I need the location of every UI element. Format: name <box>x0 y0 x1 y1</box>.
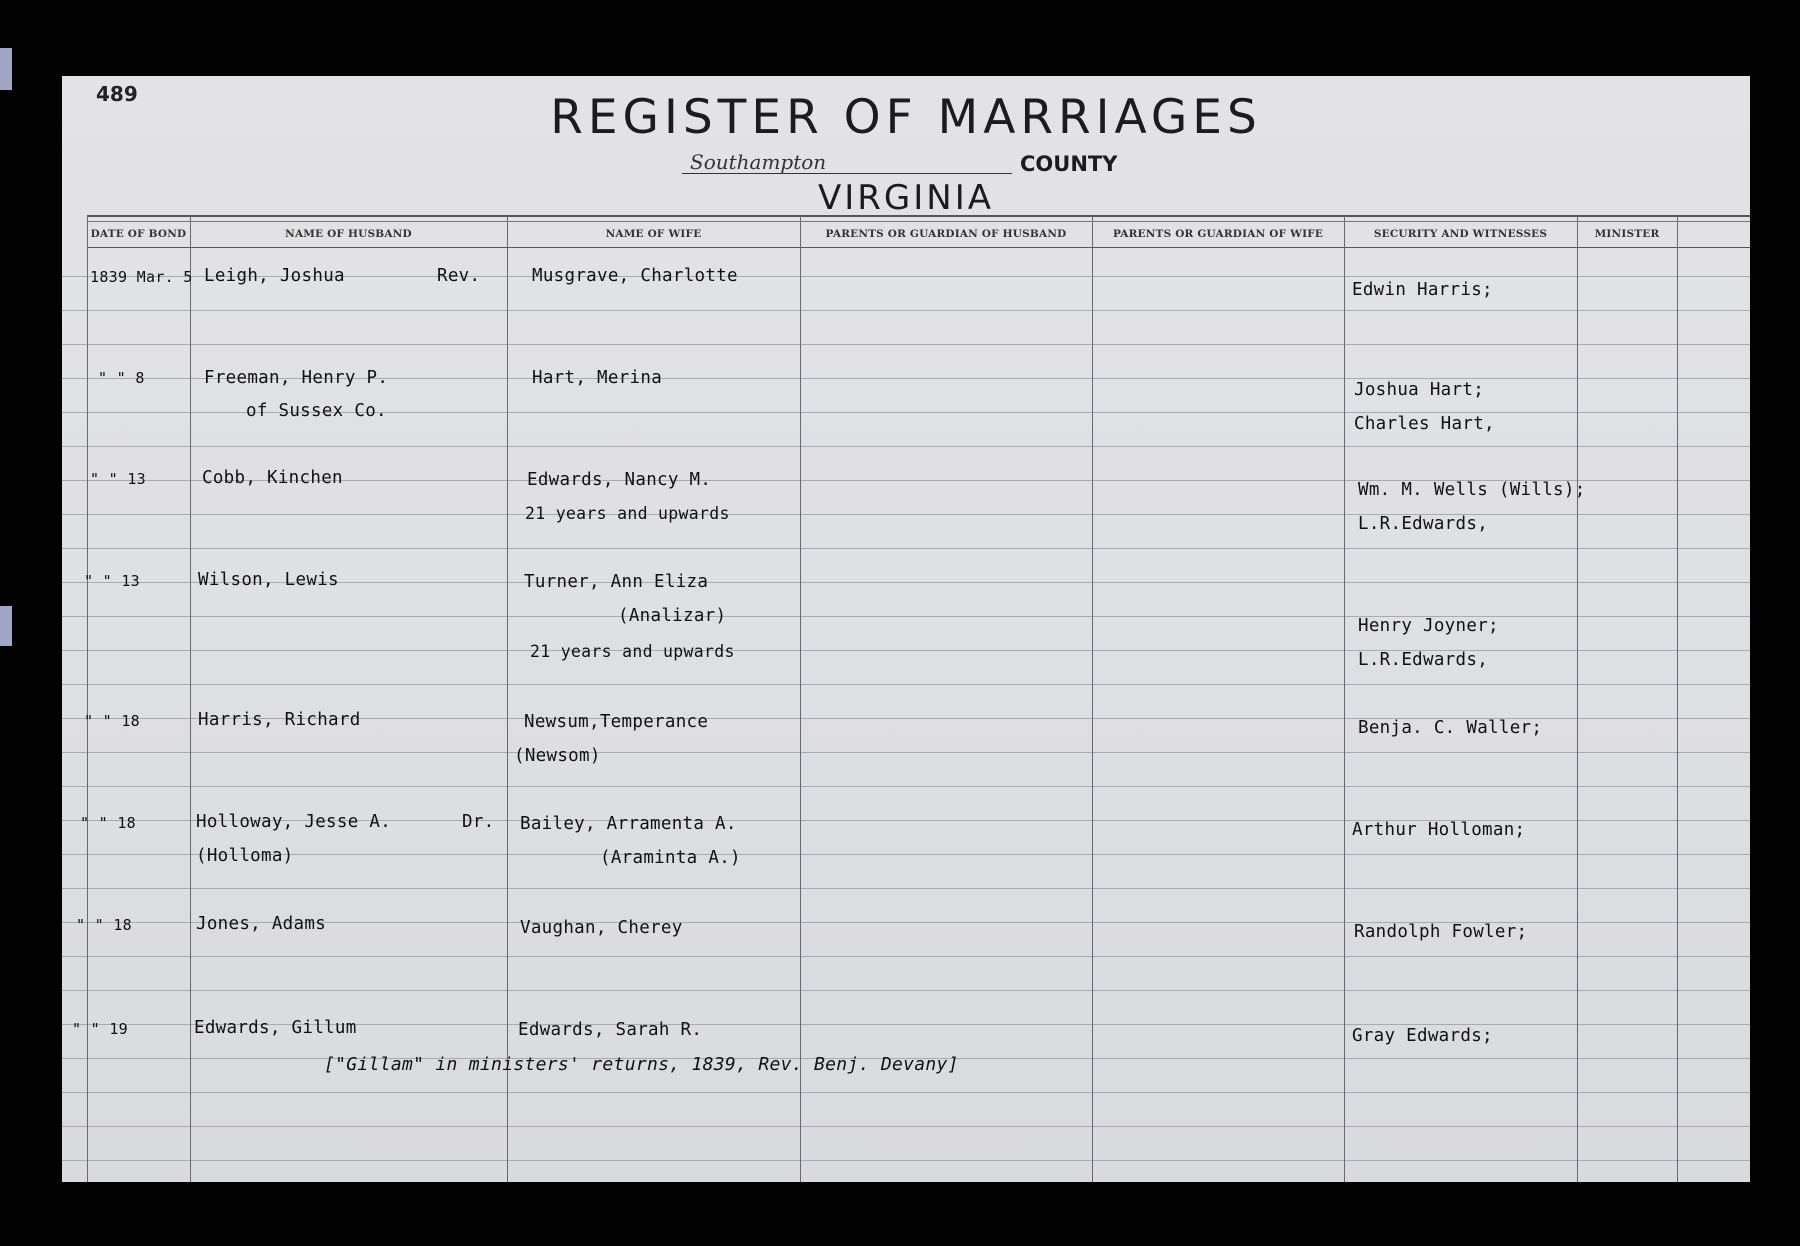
col-header-parents-husband: PARENTS OR GUARDIAN OF HUSBAND <box>825 228 1067 240</box>
entry-husband: Wilson, Lewis <box>198 570 339 590</box>
column-divider <box>1577 216 1578 1182</box>
footnote: ["Gillam" in ministers' returns, 1839, Rev. Benj. Devany] <box>324 1054 959 1075</box>
entry-husband: Edwards, Gillum <box>194 1018 357 1038</box>
column-divider <box>507 216 508 1182</box>
entry-security: Joshua Hart; <box>1354 380 1485 400</box>
column-divider <box>1344 216 1345 1182</box>
column-divider <box>1677 216 1678 1182</box>
entry-security: Gray Edwards; <box>1352 1026 1493 1046</box>
entry-wife: Hart, Merina <box>532 368 663 388</box>
entry-husband-alias: (Holloma) <box>196 846 294 866</box>
column-divider <box>190 216 191 1182</box>
entry-security: Benja. C. Waller; <box>1358 718 1543 738</box>
entry-wife-alias: (Analizar) <box>618 606 727 626</box>
ruled-line <box>62 752 1750 753</box>
header-rule-bottom <box>87 247 1750 248</box>
entry-security: Wm. M. Wells (Wills); <box>1358 480 1586 500</box>
entry-date: " " 18 <box>84 712 140 730</box>
ruled-line <box>62 990 1750 991</box>
entry-wife: Edwards, Sarah R. <box>518 1020 703 1040</box>
ruled-line <box>62 650 1750 651</box>
ruled-line <box>62 956 1750 957</box>
ruled-line <box>62 888 1750 889</box>
entry-date: " " 19 <box>72 1020 128 1038</box>
register-sheet <box>62 76 1750 1182</box>
header-rule-top <box>87 215 1750 217</box>
entry-date: " " 18 <box>76 916 132 934</box>
col-header-date: DATE OF BOND <box>90 228 187 240</box>
ruled-line <box>62 1160 1750 1161</box>
ruled-line <box>62 548 1750 549</box>
entry-husband: Leigh, Joshua <box>204 266 345 286</box>
entry-wife: Bailey, Arramenta A. <box>520 814 737 834</box>
ruled-line <box>62 514 1750 515</box>
entry-husband: Cobb, Kinchen <box>202 468 343 488</box>
entry-wife: Vaughan, Cherey <box>520 918 683 938</box>
ruled-line <box>62 446 1750 447</box>
entry-date: " " 8 <box>98 369 145 387</box>
entry-date: " " 13 <box>90 470 146 488</box>
entry-security: Edwin Harris; <box>1352 280 1493 300</box>
county-name: Southampton <box>682 150 1012 174</box>
entry-wife-alias: (Newsom) <box>514 746 601 766</box>
col-header-security: SECURITY AND WITNESSES <box>1373 228 1548 240</box>
register-title: REGISTER OF MARRIAGES <box>550 90 1262 145</box>
column-divider <box>1092 216 1093 1182</box>
col-header-minister: MINISTER <box>1594 228 1660 240</box>
entry-husband: Harris, Richard <box>198 710 361 730</box>
entry-security: Charles Hart, <box>1354 414 1495 434</box>
header-rule-inner <box>87 221 1750 222</box>
ruled-line <box>62 1092 1750 1093</box>
entry-date: " " 13 <box>84 572 140 590</box>
column-divider <box>800 216 801 1182</box>
county-label: COUNTY <box>1020 152 1118 176</box>
entry-husband: Jones, Adams <box>196 914 327 934</box>
ruled-line <box>62 1126 1750 1127</box>
col-header-parents-wife: PARENTS OR GUARDIAN OF WIFE <box>1112 228 1324 240</box>
entry-husband: Freeman, Henry P. <box>204 368 389 388</box>
entry-husband-title: Dr. <box>462 812 495 832</box>
entry-wife-note: 21 years and upwards <box>525 504 730 523</box>
county-row <box>682 150 1282 176</box>
entry-wife: Edwards, Nancy M. <box>527 470 712 490</box>
entry-husband: Holloway, Jesse A. <box>196 812 392 832</box>
entry-security: Arthur Holloman; <box>1352 820 1526 840</box>
entry-security: L.R.Edwards, <box>1358 650 1489 670</box>
col-header-husband: NAME OF HUSBAND <box>285 228 412 240</box>
page-number: 489 <box>96 82 138 106</box>
ruled-line <box>62 854 1750 855</box>
ruled-line <box>62 344 1750 345</box>
entry-wife: Musgrave, Charlotte <box>532 266 738 286</box>
entry-date: 1839 Mar. 5 <box>90 268 193 286</box>
entry-security: Randolph Fowler; <box>1354 922 1528 942</box>
entry-wife-note: 21 years and upwards <box>530 642 735 661</box>
state-name: VIRGINIA <box>817 178 994 218</box>
entry-security: L.R.Edwards, <box>1358 514 1489 534</box>
entry-date: " " 18 <box>80 814 136 832</box>
entry-wife: Newsum,Temperance <box>524 712 709 732</box>
entry-husband-title: Rev. <box>437 266 481 286</box>
entry-wife: Turner, Ann Eliza <box>524 572 709 592</box>
col-header-wife: NAME OF WIFE <box>605 228 702 240</box>
backdrop-tab-bottom <box>0 606 12 646</box>
ruled-line <box>62 684 1750 685</box>
ruled-line <box>62 786 1750 787</box>
entry-wife-alias: (Araminta A.) <box>600 848 741 868</box>
backdrop-tab-top <box>0 48 12 90</box>
entry-husband-note: of Sussex Co. <box>246 401 387 421</box>
entry-security: Henry Joyner; <box>1358 616 1499 636</box>
ruled-line <box>62 310 1750 311</box>
